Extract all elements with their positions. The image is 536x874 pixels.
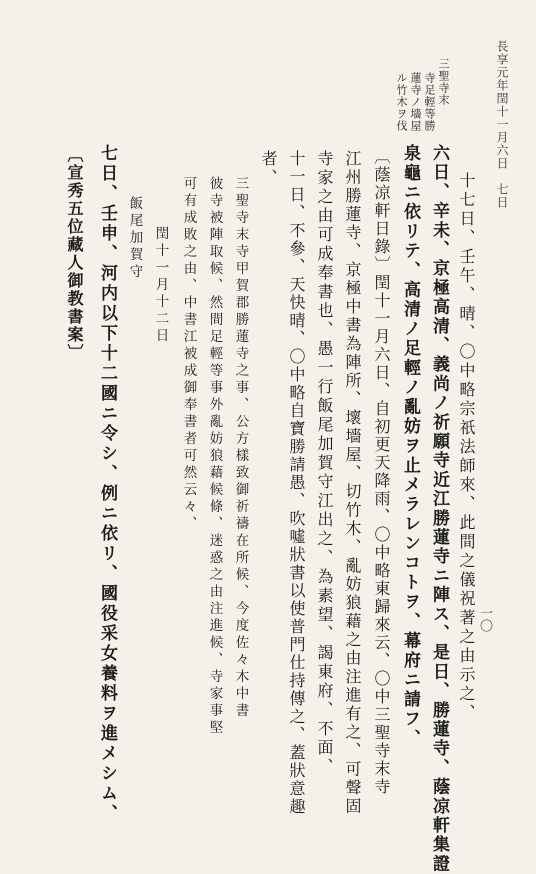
- text-line: 江州勝蓮寺、京極中書為陣所、壞墻屋、切竹木、亂妨狼藉之由注進有之、可聲固: [343, 150, 362, 816]
- page-number: 一〇: [477, 606, 492, 632]
- sidenote-line: ル竹木ヲ伐: [395, 72, 408, 132]
- sidenote-line: 三聖寺末: [437, 58, 450, 106]
- sidenote-line: 蓮寺ノ墻屋: [409, 72, 422, 132]
- letter-signatory: 飯尾加賀守: [126, 196, 143, 281]
- source-citation: 〔蔭凉軒日錄〕閏十一月六日、自初更天降雨、〇中略東歸來云、〇中三聖寺末寺: [372, 148, 391, 796]
- letter-line: 可有成敗之由、中書江被成御奉書者可然云々、: [180, 176, 197, 533]
- letter-line: 彼寺被陣取候、然間足輕等事外亂妨狼藉候條、迷惑之由注進候、寺家事堅: [206, 176, 223, 737]
- source-citation: 〔宣秀五位藏人御教書案〕: [65, 146, 84, 362]
- entry-heading: 六日、辛未、京極高清、義尚ノ祈願寺近江勝蓮寺ニ陣ス、是日、勝蓮寺、蔭凉軒集證: [429, 144, 449, 874]
- text-line: 十七日、壬午、晴、〇中略宗祇法師來、此間之儀祝著之由示之、: [457, 172, 476, 723]
- text-line: 寺家之由可成奉書也、愚一行飯尾加賀守江出之、為素望、謁東府、不面、: [315, 150, 334, 777]
- letter-line: 三聖寺末寺甲賀郡勝蓮寺之事、公方樣致御祈禱在所候、今度佐々木中書: [232, 176, 249, 720]
- letter-date: 閏十一月十二日: [152, 226, 169, 345]
- running-title: 長享元年閏十一月六日 七日: [495, 40, 509, 209]
- text-line: 者、: [259, 150, 278, 188]
- sidenote-line: 寺足輕等勝: [423, 72, 436, 132]
- text-line: 十一日、不參、天快晴、〇中略自寶勝請愚、吹噓狀書以使普門仕持傳之、蓋狀意趣: [287, 150, 306, 816]
- entry-heading: 泉龜ニ依リテ、高清ノ足輕ノ亂妨ヲ止メラレンコトヲ、幕府ニ請フ、: [400, 144, 420, 749]
- entry-heading: 七日、壬申、河内以下十二國ニ令シ、例ニ依リ、國役采女養料ヲ進メシム、: [97, 144, 117, 824]
